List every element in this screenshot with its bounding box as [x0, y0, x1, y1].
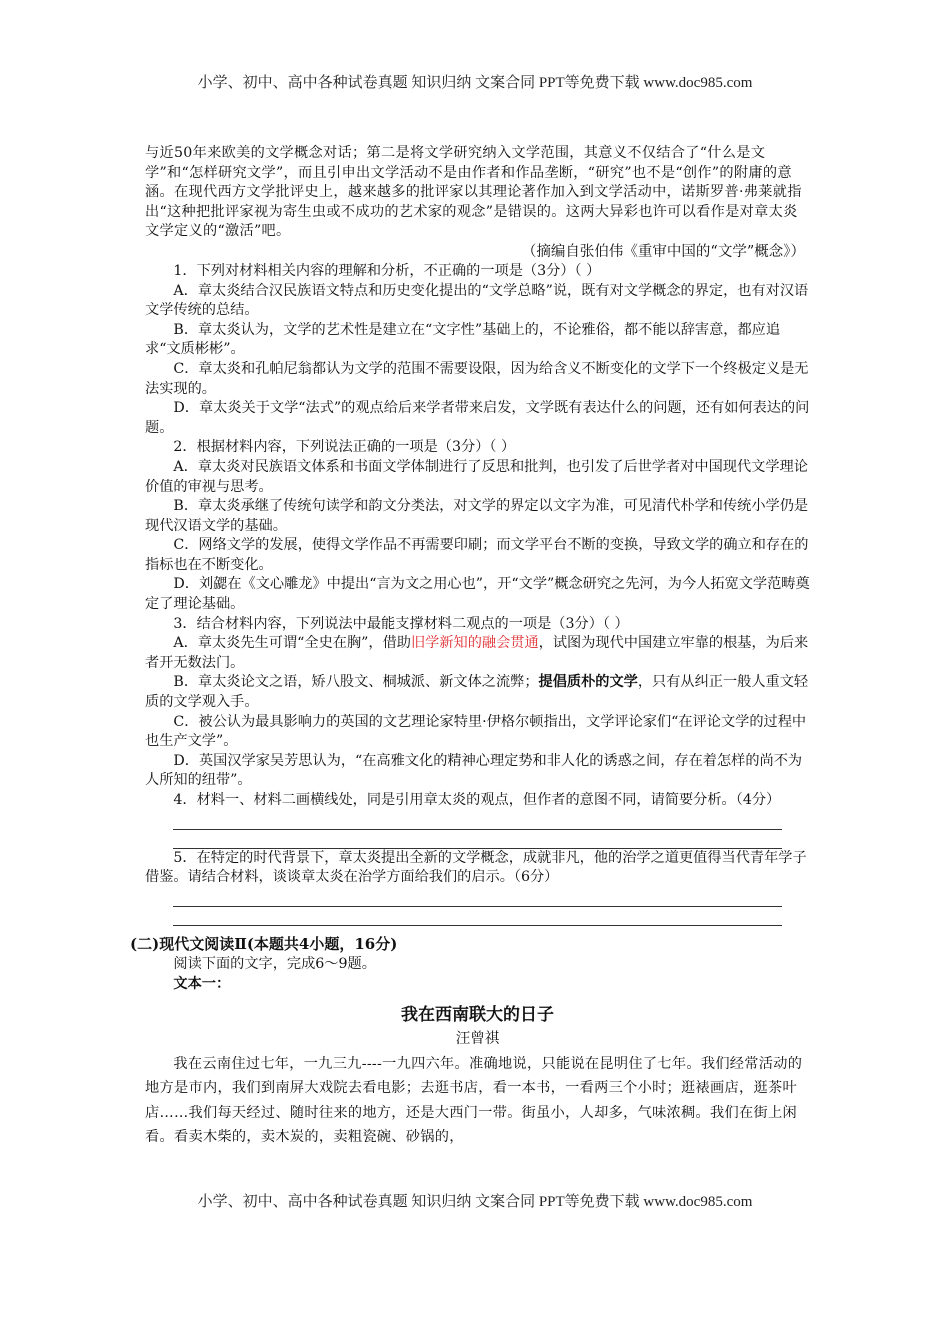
option-b-text-end: ，只有从纠正一般人重文轻质的文学观入手。	[145, 674, 809, 711]
question-2-option-a: A．章太炎对民族语文体系和书面文学体制进行了反思和批判，也引发了后世学者对中国现代文学理论价值的审视与思考。	[145, 458, 808, 495]
question-1-option-d: D．章太炎关于文学“法式”的观点给后来学者带来启发，文学既有表达什么的问题，还有如何表达的问题。	[145, 400, 810, 436]
question-list	[145, 262, 810, 926]
section-instruction: 阅读下面的文字，完成6～9题。	[173, 955, 376, 972]
question-2-option-d: D．刘勰在《文心雕龙》中提出“言为文之用心也”，开“文学”概念研究之先河，为今人拓宽文学范畴奠定了理论基础。	[145, 576, 810, 613]
question-3-option-a	[145, 634, 810, 673]
page-header: 小学、初中、高中各种试卷真题 知识归纳 文案合同 PPT等免费下载 www.doc985.com	[197, 75, 753, 91]
question-3-option-c: C．被公认为最具影响力的英国的文艺理论家特里·伊格尔顿指出，文学评论家们“在评论文学的过程中也生产文学”。	[145, 713, 807, 750]
answer-line[interactable]	[173, 907, 782, 926]
question-5-stem: 5．在特定的时代背景下，章太炎提出全新的文学概念，成就非凡，他的治学之道更值得当代青年学子借鉴。请结合材料，谈谈章太炎在治学方面给我们的启示。（6分）	[145, 849, 807, 886]
question-1-option-b: B．章太炎认为，文学的艺术性是建立在“文字性”基础上的，不论雅俗，都不能以辞害意，都应追求“文质彬彬”。	[145, 321, 781, 358]
page-footer: 小学、初中、高中各种试卷真题 知识归纳 文案合同 PPT等免费下载 www.doc985.com	[197, 1194, 753, 1210]
question-1-option-a: A．章太炎结合汉民族语文特点和历史变化提出的“文学总略”说，既有对文学概念的界定，也有对汉语文学传统的总结。	[145, 282, 809, 319]
question-2-option-c: C．网络文学的发展，使得文学作品不再需要印刷；而文学平台不断的变换，导致文学的确立和存在的指标也在不断变化。	[145, 537, 809, 573]
option-a-text-start: A．章太炎先生可谓“全史在胸”，借助	[173, 635, 411, 652]
question-2-stem: 2．根据材料内容，下列说法正确的一项是（3分）（ ）	[173, 439, 516, 456]
answer-line[interactable]	[173, 811, 782, 830]
question-3-stem: 3．结合材料内容，下列说法中最能支撑材料二观点的一项是（3分）（ ）	[173, 615, 629, 632]
option-b-text-start: B．章太炎论文之语，矫八股文、桐城派、新文体之流弊；	[173, 674, 539, 691]
bold-phrase: 提倡质朴的文学	[538, 674, 638, 691]
question-1-option-c: C．章太炎和孔帕尼翁都认为文学的范围不需要设限，因为给含义不断变化的文学下一个终极定义是无法实现的。	[145, 360, 809, 397]
source-citation: （摘编自张伯伟《重审中国的“文学”概念》）	[521, 243, 805, 260]
article-author: 汪曾祺	[455, 1030, 500, 1047]
passage-paragraph: 与近50年来欧美的文学概念对话；第二是将文学研究纳入文学范围，其意义不仅结合了“什么是文学”和“怎样研究文学”，而且引申出文学活动不是由作者和作品垄断，“研究”也不是“创作”的附庸的意涵。在现代西方文学批评史上，越来越多的批评家以其理论著作加入到文学活动中，诺斯罗普·弗莱就指出“这种把批评家视为寄生虫或不成功的艺术家的观念”是错误的。这两大异彩也许可以看作是对章太炎文学定义的“激活”吧。	[145, 145, 802, 240]
essay-paragraph: 我在云南住过七年，一九三九----一九四六年。准确地说，只能说在昆明住了七年。我们经常活动的地方是市内，我们到南屏大戏院去看电影；去逛书店，看一本书，一看两三个小时；逛裱画店，逛茶叶店……我们每天经过、随时往来的地方，还是大西门一带。街虽小，人却多，气味浓稠。我们在街上闲看。看卖木柴的，卖木炭的，卖粗瓷碗、砂锅的，	[145, 1055, 803, 1146]
section-title: (二)现代文阅读Ⅱ(本题共4小题，16分)	[130, 934, 398, 953]
question-2-option-b: B．章太炎承继了传统句读学和韵文分类法，对文学的界定以文字为准，可见清代朴学和传统小学仍是现代汉语文学的基础。	[145, 498, 809, 534]
question-3-option-d: D．英国汉学家吴芳思认为，“在高雅文化的精神心理定势和非人化的诱惑之间，存在着怎样的尚不为人所知的纽带”。	[145, 752, 803, 789]
question-3-option-b	[145, 673, 810, 712]
question-1-stem: 1．下列对材料相关内容的理解和分析，不正确的一项是（3分）（ ）	[173, 262, 601, 279]
question-4-stem: 4．材料一、材料二画横线处，同是引用章太炎的观点，但作者的意图不同，请简要分析。（4分）	[173, 792, 781, 808]
highlighted-phrase: 旧学新知的融会贯通	[410, 635, 539, 652]
article-title: 我在西南联大的日子	[401, 1004, 554, 1025]
answer-line[interactable]	[173, 830, 782, 849]
option-a-text-end: ，试图为现代中国建立牢靠的根基，为后来者开无数法门。	[145, 635, 809, 671]
answer-line[interactable]	[173, 888, 782, 907]
document-content	[130, 144, 810, 1150]
text-label: 文本一：	[173, 975, 231, 992]
